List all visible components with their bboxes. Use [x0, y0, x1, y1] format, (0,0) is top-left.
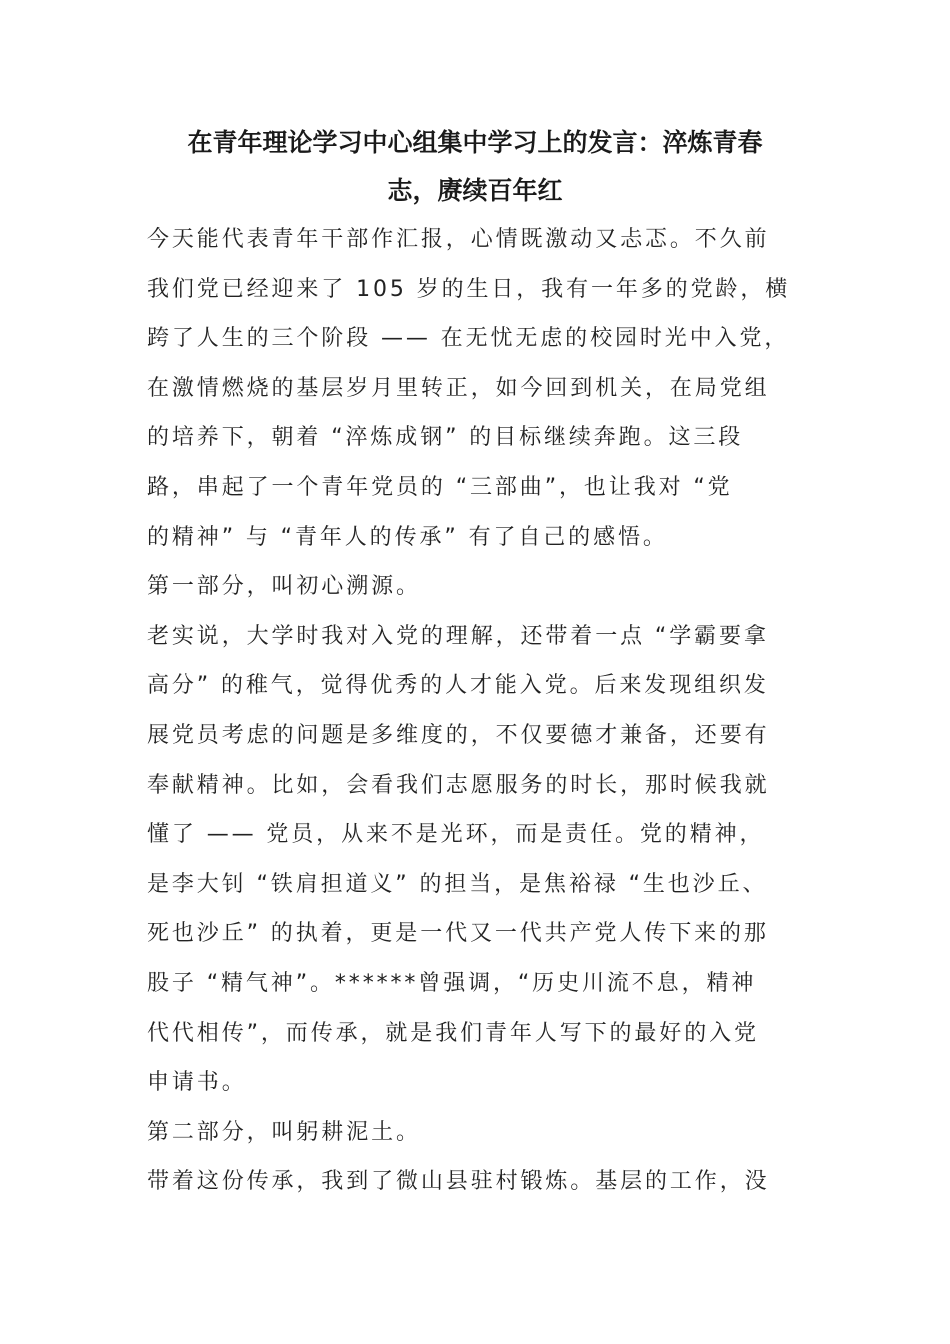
body-line: 的培养下，朝着 “淬炼成钢” 的目标继续奔跑。这三段 [147, 425, 744, 451]
body-line: 老实说，大学时我对入党的理解，还带着一点 “学霸要拿 [147, 623, 769, 649]
body-line: 带着这份传承，我到了微山县驻村锻炼。基层的工作，没 [147, 1169, 770, 1195]
body-line: 路，串起了一个青年党员的 “三部曲”，也让我对 “党 [147, 474, 733, 500]
body-line: 在激情燃烧的基层岁月里转正，如今回到机关，在局党组 [147, 375, 770, 401]
body-line: 申请书。 [147, 1070, 247, 1096]
body-line: 死也沙丘” 的执着，更是一代又一代共产党人传下来的那 [147, 921, 769, 947]
body-line: 股子 “精气神”。******曾强调，“历史川流不息，精神 [147, 970, 757, 996]
body-line: 展党员考虑的问题是多维度的，不仅要德才兼备，还要有 [147, 722, 770, 748]
body-line: 跨了人生的三个阶段 —— 在无忧无虑的校园时光中入党， [147, 326, 790, 352]
section-heading: 第二部分，叫躬耕泥土。 [147, 1119, 421, 1145]
body-line: 代代相传”，而传承，就是我们青年人写下的最好的入党 [147, 1020, 759, 1046]
section-heading: 第一部分，叫初心溯源。 [147, 574, 421, 600]
body-line: 的精神” 与 “青年人的传承” 有了自己的感悟。 [147, 524, 668, 550]
document-title-line-2: 志，赓续百年红 [387, 176, 563, 205]
body-line: 高分” 的稚气，觉得优秀的人才能入党。后来发现组织发 [147, 673, 769, 699]
body-line: 懂了 —— 党员，从来不是光环，而是责任。党的精神， [147, 822, 765, 848]
body-line: 是李大钊 “铁肩担道义” 的担当，是焦裕禄 “生也沙丘、 [147, 871, 768, 897]
document-body [147, 215, 807, 1207]
body-line: 我们党已经迎来了 105 岁的生日，我有一年多的党龄，横 [147, 276, 791, 302]
body-line: 奉献精神。比如，会看我们志愿服务的时长，那时候我就 [147, 772, 770, 798]
body-line: 今天能代表青年干部作汇报，心情既激动又忐忑。不久前 [147, 227, 770, 252]
document-title-line-1: 在青年理论学习中心组集中学习上的发言：淬炼青春 [187, 128, 763, 157]
